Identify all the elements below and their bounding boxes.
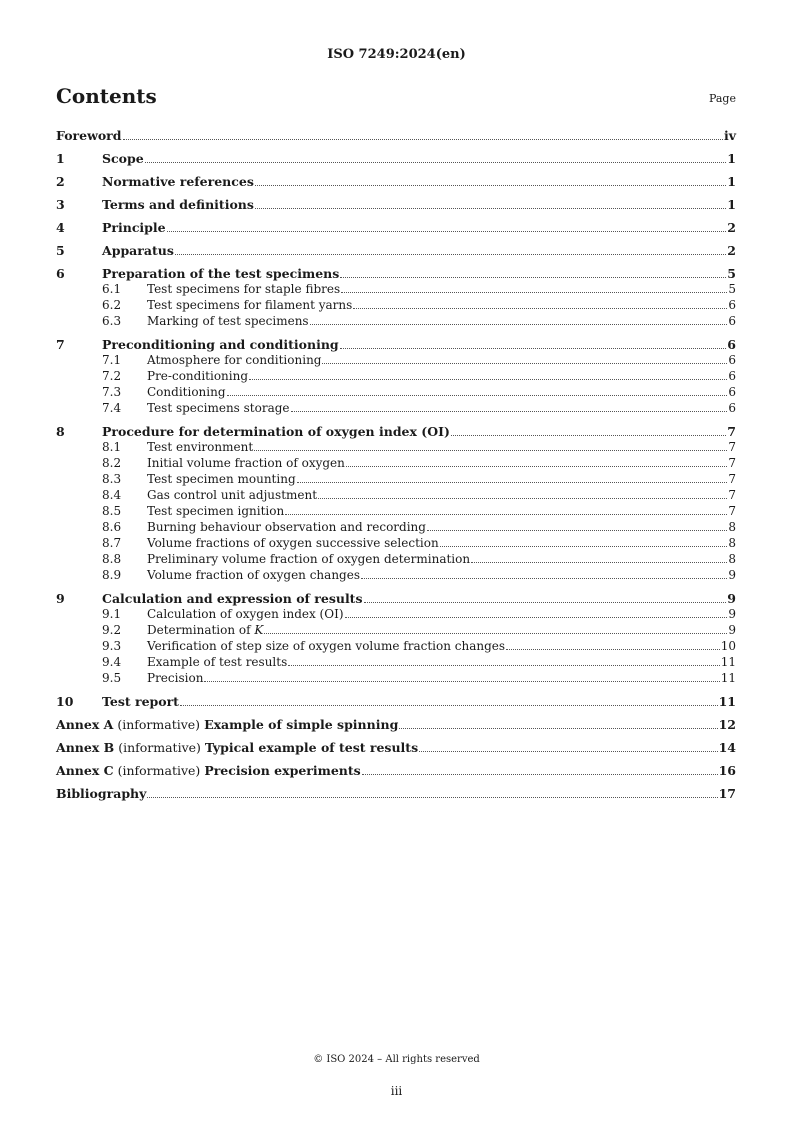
toc-entry-number: 6.3: [102, 314, 122, 328]
toc-entry-page: 6: [728, 353, 736, 367]
toc-entry-title-text: Volume fraction of oxygen changes: [147, 568, 360, 582]
toc-entry-page: 11: [720, 671, 736, 685]
toc-entry-title-text: Determination of: [147, 623, 255, 637]
dot-leader: [419, 751, 717, 752]
toc-entry-clause-7[interactable]: [56, 337, 736, 352]
toc-entry-number: 8.8: [102, 552, 122, 566]
toc-entry-clause-3[interactable]: [56, 197, 736, 212]
dot-leader: [340, 348, 727, 349]
toc-entry-page: 6: [728, 385, 736, 399]
dot-leader: [249, 379, 727, 380]
dot-leader: [506, 649, 720, 650]
toc-entry-page: 9: [728, 623, 736, 637]
toc-entry-annex-b[interactable]: [56, 740, 736, 755]
dot-leader: [353, 308, 727, 309]
toc-entry-number: 9: [56, 591, 65, 606]
toc-entry-page: 5: [727, 266, 736, 281]
dot-leader: [345, 617, 728, 618]
toc-entry-number: 9.5: [102, 671, 122, 685]
toc-entry-title-text: Test environment: [147, 440, 254, 454]
toc-entry-number: 8: [56, 424, 65, 439]
toc-entry-page: 8: [728, 536, 736, 550]
toc-entry-title-text: Volume fractions of oxygen successive selection: [147, 536, 439, 550]
toc-entry-title: Typical example of test results: [204, 740, 419, 755]
toc-entry-title: [147, 670, 203, 686]
toc-entry-subclause-9.3[interactable]: [56, 638, 736, 654]
dot-leader: [255, 208, 726, 209]
toc-entry-subclause-8.9[interactable]: [56, 567, 736, 583]
toc-entry-title: [147, 368, 248, 384]
dot-leader: [180, 705, 718, 706]
toc-entry-page: 11: [718, 694, 736, 709]
dot-leader: [440, 546, 728, 547]
toc-entry-number: 8.5: [102, 504, 122, 518]
toc-entry-number: 8.1: [102, 440, 122, 454]
toc-entry-title-text: Calculation of oxygen index (OI): [147, 607, 344, 621]
toc-entry-page: 6: [728, 298, 736, 312]
dot-leader: [291, 411, 728, 412]
dot-leader: [346, 466, 727, 467]
toc-entry-subclause-8.3[interactable]: [56, 471, 736, 487]
toc-entry-number: 7: [56, 337, 65, 352]
toc-entry-title-text: Atmosphere for conditioning: [147, 353, 322, 367]
toc-entry-page: 6: [728, 401, 736, 415]
toc-entry-title-text: Verification of step size of oxygen volume fraction changes: [147, 639, 506, 653]
toc-entry-page: 11: [720, 655, 736, 669]
annex-informative-tag: (informative): [117, 717, 201, 732]
toc-entry-clause-1[interactable]: [56, 151, 736, 166]
toc-entry-clause-10[interactable]: [56, 694, 736, 709]
toc-entry-number: 9.4: [102, 655, 122, 669]
toc-entry-clause-9[interactable]: [56, 591, 736, 606]
toc-entry-number: 8.2: [102, 456, 122, 470]
toc-entry-page: 1: [727, 174, 736, 189]
toc-entry-page: 9: [728, 568, 736, 582]
toc-entry-title: [147, 638, 505, 654]
dot-leader: [227, 395, 728, 396]
dot-leader: [364, 602, 727, 603]
toc-entry-subclause-6.3[interactable]: [56, 313, 736, 329]
toc-entry-title: [147, 297, 352, 313]
toc-entry-title: Principle: [102, 220, 166, 235]
toc-entry-title: Bibliography: [56, 786, 147, 801]
toc-entry-number: 5: [56, 243, 65, 258]
toc-entry-subclause-9.5[interactable]: [56, 670, 736, 686]
page-number: iii: [390, 1084, 403, 1098]
toc-entry-number: 8.4: [102, 488, 122, 502]
page-column-label: Page: [708, 92, 736, 105]
toc-entry-number: 8.9: [102, 568, 122, 582]
dot-leader: [297, 482, 728, 483]
toc-entry-page: 9: [727, 591, 736, 606]
toc-entry-title: Preconditioning and conditioning: [102, 337, 339, 352]
toc-entry-title: [147, 567, 360, 583]
toc-entry-number: 10: [56, 694, 74, 709]
toc-entry-subclause-9.1[interactable]: [56, 606, 736, 622]
toc-entry-number: 6: [56, 266, 65, 281]
toc-entry-subclause-9.2[interactable]: [56, 622, 736, 638]
toc-entry-number: 4: [56, 220, 65, 235]
toc-entry-page: 14: [718, 740, 736, 755]
toc-entry-clause-5[interactable]: [56, 243, 736, 258]
toc-entry-title: Precision experiments: [204, 763, 361, 778]
toc-entry-page: 7: [728, 504, 736, 518]
dot-leader: [322, 363, 727, 364]
toc-entry-page: 8: [728, 552, 736, 566]
toc-entry-number: 8.6: [102, 520, 122, 534]
toc-entry-page: 12: [718, 717, 736, 732]
annex-informative-tag: (informative): [118, 740, 201, 755]
toc-entry-annex-c[interactable]: [56, 763, 736, 778]
dot-leader: [254, 450, 727, 451]
toc-entry-title-text: Precision: [147, 671, 204, 685]
toc-entry-page: 7: [728, 456, 736, 470]
toc-entry-annex-a[interactable]: [56, 717, 736, 732]
toc-entry-page: 6: [728, 314, 736, 328]
annex-label: Annex B: [56, 740, 115, 755]
toc-entry-number: 9.3: [102, 639, 122, 653]
toc-entry-subclause-7.4[interactable]: [56, 400, 736, 416]
toc-entry-number: 6.2: [102, 298, 122, 312]
dot-leader: [204, 681, 719, 682]
toc-entry-page: 7: [727, 424, 736, 439]
annex-informative-tag: (informative): [117, 763, 201, 778]
toc-entry-title-text: Test specimen mounting: [147, 472, 296, 486]
toc-entry-title: Terms and definitions: [102, 197, 254, 212]
toc-entry-title: Normative references: [102, 174, 254, 189]
toc-entry-title: [147, 535, 439, 551]
toc-entry-title-text: Test specimens for filament yarns: [147, 298, 353, 312]
toc-entry-title: [147, 606, 344, 622]
toc-entry-title-text: Burning behaviour observation and recording: [147, 520, 426, 534]
toc-entry-number: 9.2: [102, 623, 122, 637]
dot-leader: [288, 665, 719, 666]
toc-entry-title: [147, 352, 321, 368]
toc-entry-subclause-7.1[interactable]: [56, 352, 736, 368]
toc-entry-title: [147, 400, 290, 416]
toc-entry-subclause-7.2[interactable]: [56, 368, 736, 384]
toc-entry-title: [147, 503, 284, 519]
dot-leader: [264, 633, 727, 634]
toc-entry-number: 7.4: [102, 401, 122, 415]
document-header: ISO 7249:2024(en): [327, 47, 466, 62]
dot-leader: [427, 530, 727, 531]
toc-entry-title: [147, 471, 296, 487]
toc-entry-page: 8: [728, 520, 736, 534]
toc-entry-title: [147, 281, 340, 297]
toc-entry-title-italic: K: [254, 623, 264, 637]
toc-entry-title: [147, 654, 287, 670]
toc-entry-subclause-6.2[interactable]: [56, 297, 736, 313]
dot-leader: [471, 562, 727, 563]
dot-leader: [255, 185, 726, 186]
toc-entry-title: Procedure for determination of oxygen index (OI): [102, 424, 450, 439]
toc-entry-page: 16: [718, 763, 736, 778]
dot-leader: [167, 231, 727, 232]
toc-entry-page: 9: [728, 607, 736, 621]
dot-leader: [145, 162, 727, 163]
toc-entry-title: Calculation and expression of results: [102, 591, 363, 606]
toc-entry-number: 9.1: [102, 607, 122, 621]
toc-entry-title: [147, 455, 345, 471]
dot-leader: [399, 728, 717, 729]
toc-entry-subclause-8.6[interactable]: [56, 519, 736, 535]
dot-leader: [285, 514, 727, 515]
toc-entry-number: 7.1: [102, 353, 122, 367]
annex-label: Annex C: [56, 763, 114, 778]
toc-entry-title: [147, 622, 263, 638]
toc-entry-title-text: Example of test results: [147, 655, 288, 669]
toc-entry-title-text: Initial volume fraction of oxygen: [147, 456, 345, 470]
toc-entry-title: [147, 487, 317, 503]
toc-entry-foreword[interactable]: [56, 128, 736, 143]
dot-leader: [451, 435, 726, 436]
toc-entry-page: 2: [727, 220, 736, 235]
toc-entry-title: Scope: [102, 151, 144, 166]
toc-entry-subclause-8.2[interactable]: [56, 455, 736, 471]
toc-entry-number: 1: [56, 151, 65, 166]
toc-entry-page: 7: [728, 488, 736, 502]
toc-entry-subclause-8.1[interactable]: [56, 439, 736, 455]
toc-entry-title: Test report: [102, 694, 179, 709]
toc-entry-subclause-7.3[interactable]: [56, 384, 736, 400]
toc-entry-title-text: Gas control unit adjustment: [147, 488, 318, 502]
dot-leader: [310, 324, 728, 325]
toc-entry-title: [147, 384, 226, 400]
dot-leader: [123, 139, 723, 140]
toc-entry-number: 6.1: [102, 282, 122, 296]
toc-entry-page: 5: [728, 282, 736, 296]
toc-entry-number: 2: [56, 174, 65, 189]
toc-entry-title: [147, 313, 309, 329]
table-of-contents: [56, 128, 736, 801]
toc-entry-number: 8.3: [102, 472, 122, 486]
toc-entry-page: 17: [718, 786, 736, 801]
dot-leader: [147, 797, 717, 798]
toc-entry-number: 7.3: [102, 385, 122, 399]
toc-entry-title-text: Test specimens for staple fibres: [147, 282, 341, 296]
annex-label: Annex A: [56, 717, 114, 732]
toc-entry-subclause-6.1[interactable]: [56, 281, 736, 297]
toc-entry-title-text: Test specimens storage: [147, 401, 290, 415]
toc-entry-subclause-8.5[interactable]: [56, 503, 736, 519]
toc-entry-subclause-8.7[interactable]: [56, 535, 736, 551]
dot-leader: [340, 277, 726, 278]
toc-entry-page: iv: [723, 128, 736, 143]
toc-entry-page: 7: [728, 440, 736, 454]
toc-entry-title: [147, 551, 470, 567]
toc-entry-page: 2: [727, 243, 736, 258]
toc-entry-page: 7: [728, 472, 736, 486]
toc-entry-title-text: Conditioning: [147, 385, 226, 399]
toc-entry-subclause-9.4[interactable]: [56, 654, 736, 670]
toc-entry-clause-8[interactable]: [56, 424, 736, 439]
toc-entry-title: Preparation of the test specimens: [102, 266, 340, 281]
toc-entry-page: 1: [727, 197, 736, 212]
dot-leader: [175, 254, 726, 255]
toc-entry-title: [147, 439, 253, 455]
toc-entry-title-text: Test specimen ignition: [147, 504, 285, 518]
toc-entry-page: 1: [727, 151, 736, 166]
toc-entry-title: Foreword: [56, 128, 122, 143]
toc-entry-page: 10: [720, 639, 736, 653]
toc-entry-subclause-8.4[interactable]: [56, 487, 736, 503]
toc-entry-number: 7.2: [102, 369, 122, 383]
dot-leader: [318, 498, 727, 499]
toc-entry-title: [147, 519, 426, 535]
copyright-footer: © ISO 2024 – All rights reserved: [313, 1054, 480, 1065]
dot-leader: [362, 774, 718, 775]
toc-entry-title: Example of simple spinning: [204, 717, 399, 732]
toc-entry-title-text: Pre-conditioning: [147, 369, 249, 383]
toc-entry-clause-2[interactable]: [56, 174, 736, 189]
dot-leader: [341, 292, 727, 293]
toc-entry-bibliography[interactable]: [56, 786, 736, 801]
toc-entry-clause-4[interactable]: [56, 220, 736, 235]
toc-entry-clause-6[interactable]: [56, 266, 736, 281]
dot-leader: [361, 578, 727, 579]
toc-entry-title-text: Preliminary volume fraction of oxygen determination: [147, 552, 471, 566]
toc-entry-title: Apparatus: [102, 243, 174, 258]
toc-entry-number: 8.7: [102, 536, 122, 550]
contents-title: Contents: [56, 84, 157, 108]
toc-entry-title-text: Marking of test specimens: [147, 314, 309, 328]
toc-entry-number: 3: [56, 197, 65, 212]
toc-entry-page: 6: [727, 337, 736, 352]
toc-entry-subclause-8.8[interactable]: [56, 551, 736, 567]
toc-entry-page: 6: [728, 369, 736, 383]
